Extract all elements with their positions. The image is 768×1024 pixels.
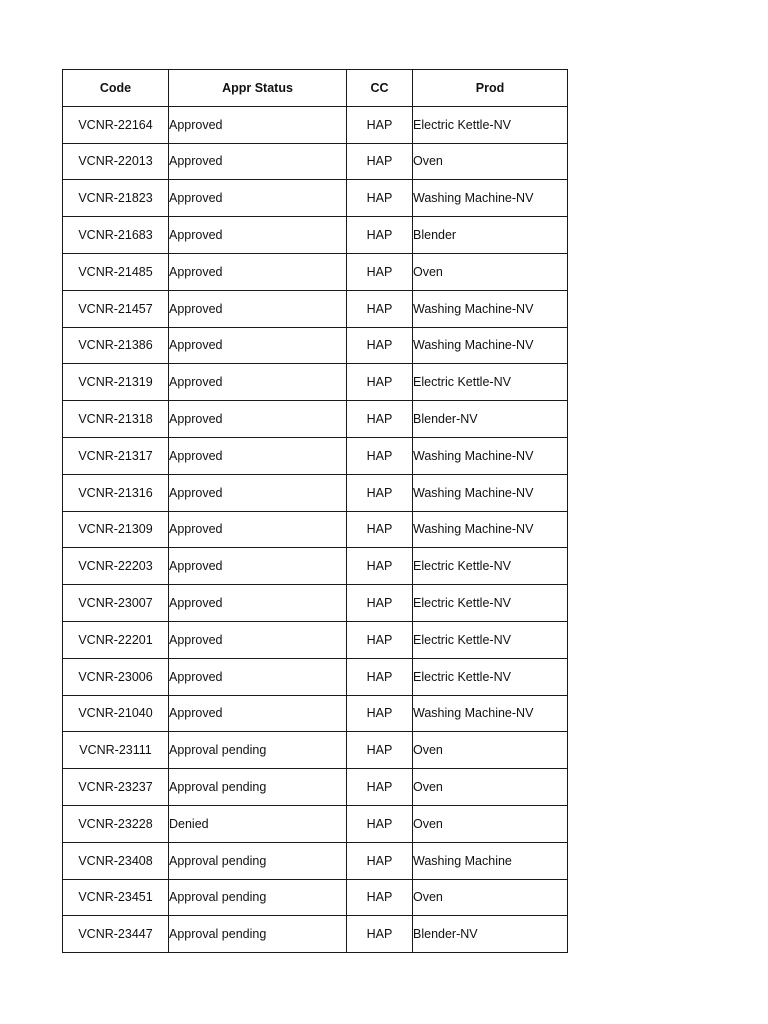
code-cell: VCNR-23408	[63, 842, 169, 879]
cc-cell: HAP	[347, 511, 413, 548]
prod-cell: Oven	[413, 879, 568, 916]
cc-cell: HAP	[347, 180, 413, 217]
prod-cell: Blender-NV	[413, 401, 568, 438]
table-row	[63, 621, 568, 658]
prod-cell: Electric Kettle-NV	[413, 658, 568, 695]
table-row	[63, 842, 568, 879]
prod-cell: Washing Machine-NV	[413, 290, 568, 327]
cc-cell: HAP	[347, 548, 413, 585]
code-cell: VCNR-23111	[63, 732, 169, 769]
table-row	[63, 143, 568, 180]
prod-cell: Oven	[413, 732, 568, 769]
table-row	[63, 217, 568, 254]
appr-status-cell: Approved	[169, 290, 347, 327]
cc-cell: HAP	[347, 401, 413, 438]
appr-status-cell: Approved	[169, 621, 347, 658]
code-cell: VCNR-21823	[63, 180, 169, 217]
cc-cell: HAP	[347, 842, 413, 879]
table-row	[63, 511, 568, 548]
table-row	[63, 364, 568, 401]
cc-cell: HAP	[347, 658, 413, 695]
prod-cell: Washing Machine-NV	[413, 327, 568, 364]
table-row	[63, 879, 568, 916]
appr-status-cell: Approved	[169, 217, 347, 254]
appr-status-cell: Approved	[169, 658, 347, 695]
prod-cell: Blender	[413, 217, 568, 254]
header-cc: CC	[347, 70, 413, 107]
table-row	[63, 732, 568, 769]
appr-status-cell: Approval pending	[169, 769, 347, 806]
prod-cell: Washing Machine-NV	[413, 511, 568, 548]
prod-cell: Washing Machine-NV	[413, 474, 568, 511]
cc-cell: HAP	[347, 879, 413, 916]
approval-table	[62, 69, 568, 953]
code-cell: VCNR-22013	[63, 143, 169, 180]
prod-cell: Electric Kettle-NV	[413, 548, 568, 585]
cc-cell: HAP	[347, 106, 413, 143]
code-cell: VCNR-21683	[63, 217, 169, 254]
cc-cell: HAP	[347, 805, 413, 842]
prod-cell: Washing Machine	[413, 842, 568, 879]
code-cell: VCNR-21485	[63, 253, 169, 290]
code-cell: VCNR-21317	[63, 437, 169, 474]
cc-cell: HAP	[347, 621, 413, 658]
appr-status-cell: Approved	[169, 437, 347, 474]
appr-status-cell: Approved	[169, 253, 347, 290]
cc-cell: HAP	[347, 769, 413, 806]
code-cell: VCNR-21316	[63, 474, 169, 511]
appr-status-cell: Approved	[169, 585, 347, 622]
table-row	[63, 327, 568, 364]
code-cell: VCNR-21040	[63, 695, 169, 732]
prod-cell: Oven	[413, 769, 568, 806]
header-prod: Prod	[413, 70, 568, 107]
appr-status-cell: Denied	[169, 805, 347, 842]
table-row	[63, 401, 568, 438]
prod-cell: Electric Kettle-NV	[413, 106, 568, 143]
appr-status-cell: Approved	[169, 327, 347, 364]
code-cell: VCNR-21309	[63, 511, 169, 548]
cc-cell: HAP	[347, 474, 413, 511]
table-row	[63, 253, 568, 290]
cc-cell: HAP	[347, 916, 413, 953]
prod-cell: Washing Machine-NV	[413, 180, 568, 217]
prod-cell: Oven	[413, 143, 568, 180]
code-cell: VCNR-23007	[63, 585, 169, 622]
table-row	[63, 805, 568, 842]
cc-cell: HAP	[347, 217, 413, 254]
appr-status-cell: Approved	[169, 474, 347, 511]
code-cell: VCNR-23237	[63, 769, 169, 806]
prod-cell: Washing Machine-NV	[413, 437, 568, 474]
code-cell: VCNR-22164	[63, 106, 169, 143]
code-cell: VCNR-21319	[63, 364, 169, 401]
table-row	[63, 916, 568, 953]
appr-status-cell: Approved	[169, 180, 347, 217]
cc-cell: HAP	[347, 437, 413, 474]
prod-cell: Electric Kettle-NV	[413, 621, 568, 658]
table-row	[63, 437, 568, 474]
appr-status-cell: Approval pending	[169, 842, 347, 879]
cc-cell: HAP	[347, 695, 413, 732]
prod-cell: Washing Machine-NV	[413, 695, 568, 732]
code-cell: VCNR-22203	[63, 548, 169, 585]
appr-status-cell: Approved	[169, 548, 347, 585]
code-cell: VCNR-23228	[63, 805, 169, 842]
table-row	[63, 658, 568, 695]
cc-cell: HAP	[347, 327, 413, 364]
prod-cell: Electric Kettle-NV	[413, 364, 568, 401]
appr-status-cell: Approved	[169, 511, 347, 548]
cc-cell: HAP	[347, 732, 413, 769]
appr-status-cell: Approved	[169, 695, 347, 732]
appr-status-cell: Approval pending	[169, 916, 347, 953]
prod-cell: Blender-NV	[413, 916, 568, 953]
appr-status-cell: Approved	[169, 106, 347, 143]
code-cell: VCNR-21318	[63, 401, 169, 438]
appr-status-cell: Approval pending	[169, 732, 347, 769]
table-row	[63, 769, 568, 806]
code-cell: VCNR-23451	[63, 879, 169, 916]
cc-cell: HAP	[347, 143, 413, 180]
appr-status-cell: Approved	[169, 401, 347, 438]
prod-cell: Electric Kettle-NV	[413, 585, 568, 622]
code-cell: VCNR-23447	[63, 916, 169, 953]
cc-cell: HAP	[347, 290, 413, 327]
appr-status-cell: Approved	[169, 143, 347, 180]
table-row	[63, 106, 568, 143]
code-cell: VCNR-22201	[63, 621, 169, 658]
code-cell: VCNR-23006	[63, 658, 169, 695]
code-cell: VCNR-21386	[63, 327, 169, 364]
table-row	[63, 585, 568, 622]
header-code: Code	[63, 70, 169, 107]
table-row	[63, 548, 568, 585]
table-row	[63, 695, 568, 732]
prod-cell: Oven	[413, 805, 568, 842]
table-row	[63, 180, 568, 217]
prod-cell: Oven	[413, 253, 568, 290]
cc-cell: HAP	[347, 253, 413, 290]
table-row	[63, 474, 568, 511]
table-body	[63, 106, 568, 952]
table-row	[63, 290, 568, 327]
header-row	[63, 70, 568, 107]
appr-status-cell: Approved	[169, 364, 347, 401]
header-appr-status: Appr Status	[169, 70, 347, 107]
cc-cell: HAP	[347, 585, 413, 622]
cc-cell: HAP	[347, 364, 413, 401]
appr-status-cell: Approval pending	[169, 879, 347, 916]
code-cell: VCNR-21457	[63, 290, 169, 327]
